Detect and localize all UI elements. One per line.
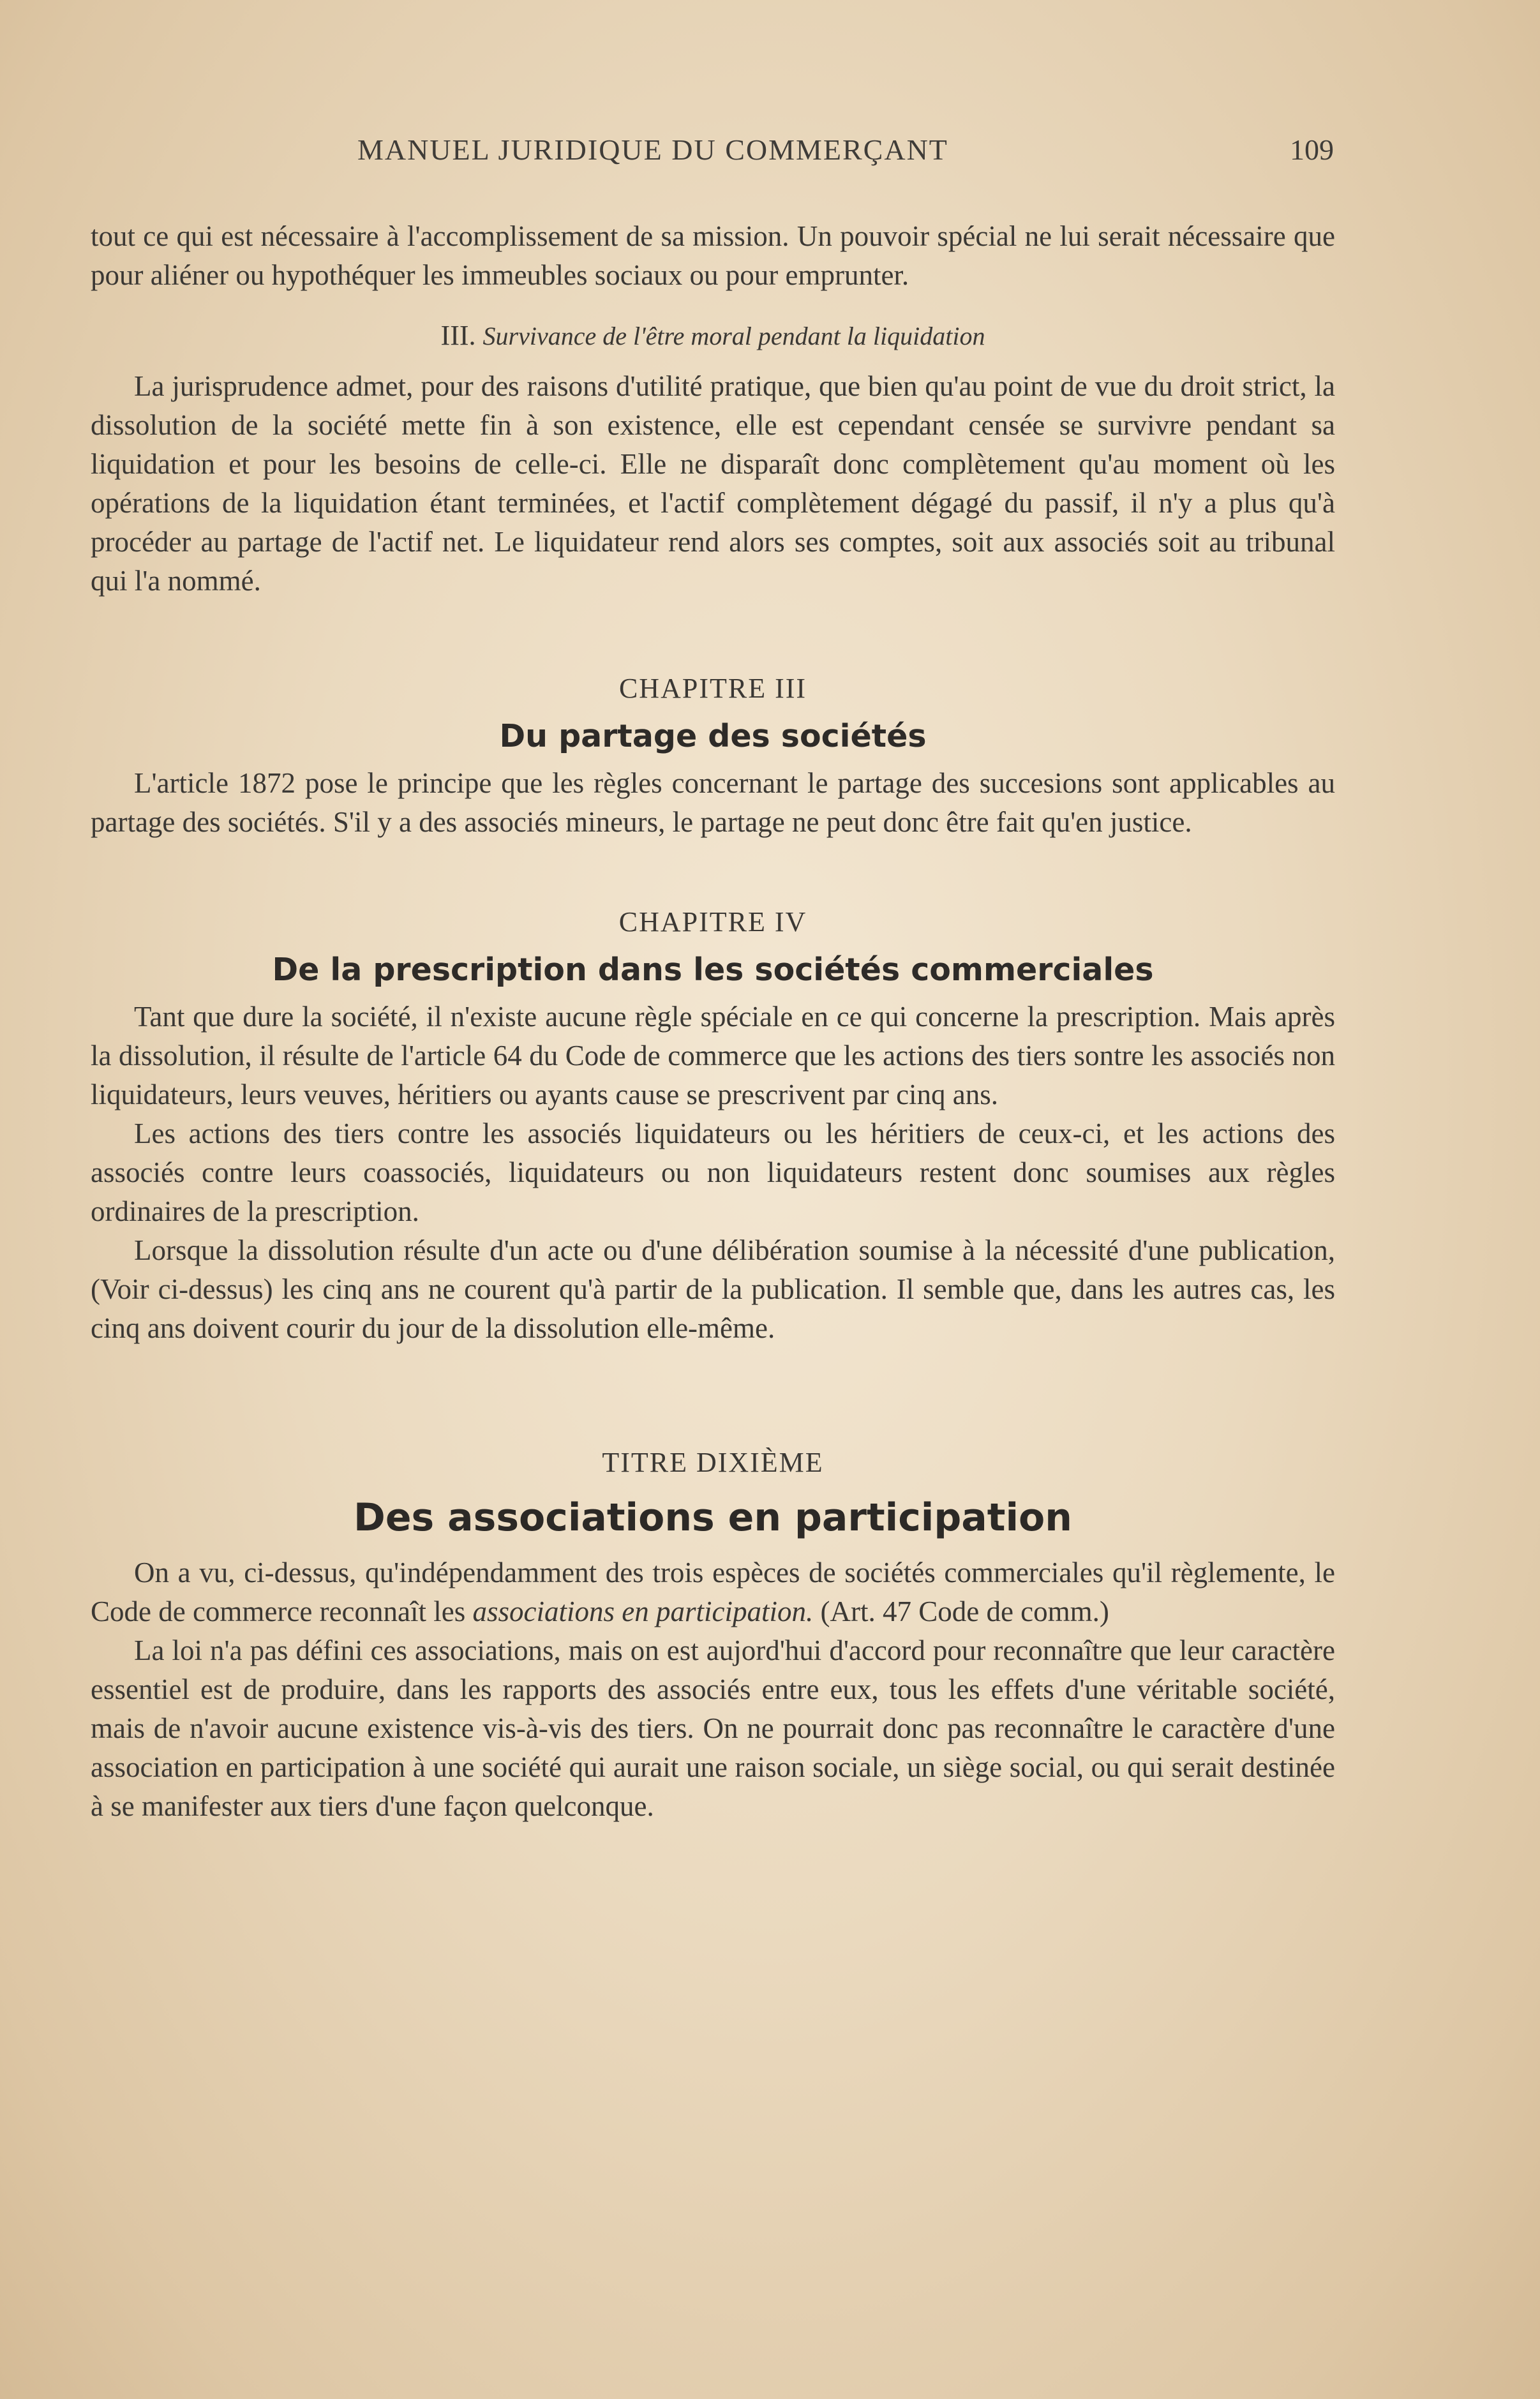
titre-10-p1-ref: (Art. 47 Code de comm.) xyxy=(813,1596,1109,1627)
titre-10-paragraph-2: La loi n'a pas défini ces associations, mais on est aujord'hui d'accord pour reconnaître que leur caractère essentiel est de produire, dans les rapports des associés entre eux, tous les effets d'une véritable société, mais de n'avoir aucune existence vis-à-vis des tiers. On ne pourrait donc pas reconnaître le caractère d'une association en participation à une société qui aurait une raison sociale, un siège social, ou qui serait destinée à se manifester aux tiers d'une façon quelconque. xyxy=(91,1634,1335,1822)
page-number: 109 xyxy=(1290,133,1334,166)
section-title: Survivance de l'être moral pendant la liquidation xyxy=(482,322,985,350)
intro-paragraph: tout ce qui est nécessaire à l'accomplissement de sa mission. Un pouvoir spécial ne lui serait nécessaire que pour aliéner ou hypothéquer les immeubles sociaux ou pour emprunter. xyxy=(91,220,1335,291)
page-body xyxy=(91,217,1335,1826)
chapter-4-label: CHAPITRE IV xyxy=(618,906,807,938)
chapter-3-paragraph: L'article 1872 pose le principe que les règles concernant le partage des succesions sont applicables au partage des sociétés. S'il y a des associés mineurs, le partage ne peut donc être fait qu'en justice. xyxy=(91,767,1335,838)
running-title: MANUEL JURIDIQUE DU COMMERÇANT xyxy=(357,133,948,166)
chapter-4-paragraph-1: Tant que dure la société, il n'existe aucune règle spéciale en ce qui concerne la prescription. Mais après la dissolution, il résulte de l'article 64 du Code de commerce que les actions des tiers sontre les associés non liquidateurs, leurs veuves, héritiers ou ayants cause se prescrivent par cinq ans. xyxy=(91,1001,1335,1110)
chapter-4-paragraph-2: Les actions des tiers contre les associés liquidateurs ou les héritiers de ceux-ci, et les actions des associés contre leurs coassociés, liquidateurs ou non liquidateurs restent donc soumises aux règles ordinaires de la prescription. xyxy=(91,1117,1335,1227)
titre-10-p1-italic: associations en participation. xyxy=(472,1596,814,1627)
titre-10-paragraph-1 xyxy=(91,1553,1335,1631)
chapter-4-paragraph-3: Lorsque la dissolution résulte d'un acte ou d'une délibération soumise à la nécessité d'une publication, (Voir ci-dessus) les cinq ans ne courent qu'à partir de la publication. Il semble que, dans les autres cas, les cinq ans doivent courir du jour de la dissolution elle-même. xyxy=(91,1234,1335,1344)
titre-10-p1-text: On a vu, ci-dessus, qu'indépendamment des trois espèces de sociétés commerciales qu'il règlemente, le Code de commerce reconnaît les xyxy=(91,1557,1335,1627)
page-header xyxy=(96,133,1334,177)
chapter-3-label: CHAPITRE III xyxy=(618,673,807,704)
section-number: III. xyxy=(440,320,476,351)
chapter-3-title: Du partage des sociétés xyxy=(499,718,927,754)
section-iii-paragraph: La jurisprudence admet, pour des raisons d'utilité pratique, que bien qu'au point de vue du droit strict, la dissolution de la société mette fin à son existence, elle est cependant censée se survivre pendant sa liquidation et pour les besoins de celle-ci. Elle ne disparaît donc complètement qu'au moment où les opérations de la liquidation étant terminées, et l'actif complètement dégagé du passif, il n'y a plus qu'à procéder au partage de l'actif net. Le liquidateur rend alors ses comptes, soit aux associés soit au tribunal qui l'a nommé. xyxy=(91,370,1335,597)
section-heading-iii xyxy=(91,317,1335,355)
titre-10-label: TITRE DIXIÈME xyxy=(602,1447,824,1478)
chapter-4-title: De la prescription dans les sociétés commerciales xyxy=(272,952,1154,988)
titre-10-title: Des associations en participation xyxy=(354,1495,1072,1540)
